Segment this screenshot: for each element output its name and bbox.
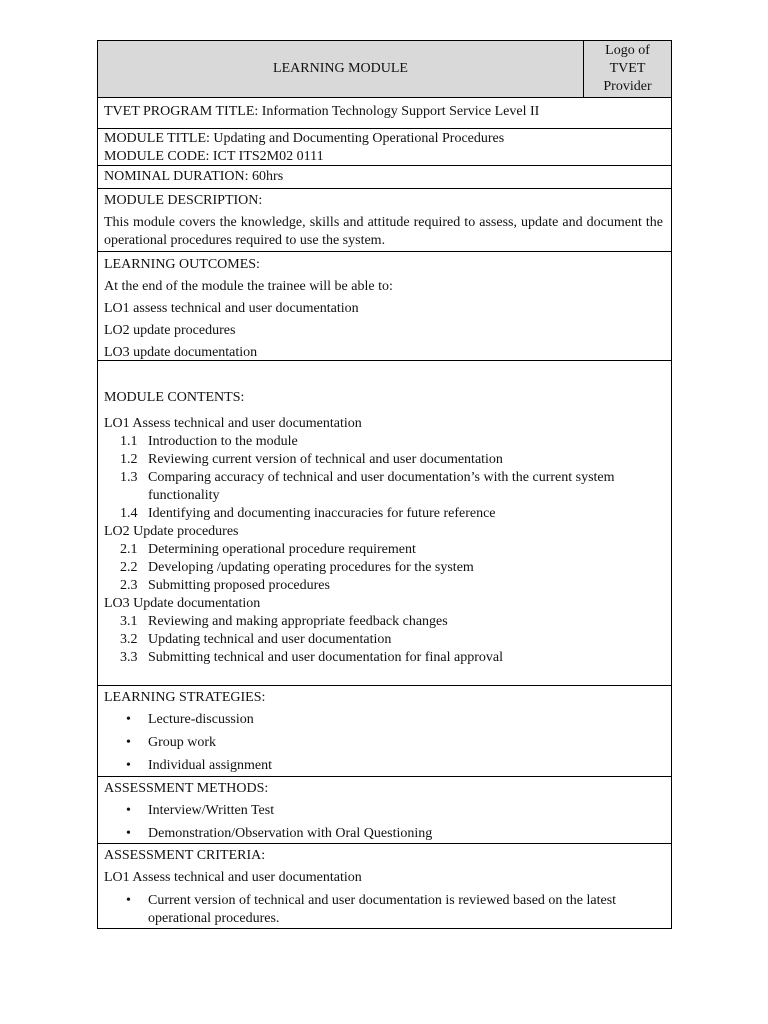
- content-item: 1.3 Comparing accuracy of technical and user documentation’s with the current system functionality: [120, 470, 615, 503]
- outcomes-row: [98, 251, 671, 360]
- content-item: 3.1 Reviewing and making appropriate feedback changes: [120, 614, 448, 629]
- assessment-criteria-heading: ASSESSMENT CRITERIA:: [104, 848, 266, 863]
- strategy-item: • Group work: [126, 735, 217, 750]
- module-heading: LEARNING MODULE: [273, 61, 408, 76]
- description-row: [98, 188, 671, 251]
- content-item: 2.3 Submitting proposed procedures: [120, 578, 330, 593]
- module-title: MODULE TITLE: Updating and Documenting Operational Procedures: [104, 131, 505, 146]
- logo-placeholder: [583, 41, 671, 97]
- module-title-row: [98, 128, 671, 165]
- learning-module-table: [97, 40, 672, 929]
- content-item: 2.2 Developing /updating operating procedures for the system: [120, 560, 474, 575]
- assessment-criteria-row: [98, 843, 671, 928]
- description-text: This module covers the knowledge, skills and attitude required to assess, update and document the operational procedures required to use the system.: [104, 215, 663, 248]
- contents-group-title: LO3 Update documentation: [104, 596, 261, 611]
- criteria-lo-title: LO1 Assess technical and user documentation: [104, 870, 362, 885]
- header-row: [98, 41, 671, 97]
- contents-row: [98, 360, 671, 685]
- logo-line: Logo of: [605, 43, 650, 58]
- logo-line: TVET: [609, 61, 646, 76]
- bullet-icon: •: [126, 803, 131, 818]
- content-item: 1.2 Reviewing current version of technical and user documentation: [120, 452, 503, 467]
- description-heading: MODULE DESCRIPTION:: [104, 193, 263, 208]
- strategy-item: • Individual assignment: [126, 758, 273, 773]
- program-title-row: [98, 97, 671, 128]
- outcome-item: LO1 assess technical and user documentation: [104, 301, 359, 316]
- contents-heading: MODULE CONTENTS:: [104, 390, 245, 405]
- assessment-method-item: • Interview/Written Test: [126, 803, 275, 818]
- content-item: 3.2 Updating technical and user documentation: [120, 632, 392, 647]
- bullet-icon: •: [126, 712, 131, 727]
- assessment-methods-row: [98, 776, 671, 843]
- bullet-icon: •: [126, 735, 131, 750]
- content-item: 1.4 Identifying and documenting inaccuracies for future reference: [120, 506, 496, 521]
- bullet-icon: •: [126, 826, 131, 841]
- module-code: MODULE CODE: ICT ITS2M02 0111: [104, 149, 324, 164]
- content-item: 2.1 Determining operational procedure requirement: [120, 542, 416, 557]
- contents-group-title: LO1 Assess technical and user documentation: [104, 416, 362, 431]
- criteria-item: • Current version of technical and user documentation is reviewed based on the latest operational procedures.: [126, 893, 617, 926]
- assessment-methods-heading: ASSESSMENT METHODS:: [104, 781, 269, 796]
- content-item: 1.1 Introduction to the module: [120, 434, 298, 449]
- logo-line: Provider: [603, 79, 652, 94]
- outcomes-intro: At the end of the module the trainee will be able to:: [104, 279, 393, 294]
- duration-row: [98, 165, 671, 188]
- outcome-item: LO3 update documentation: [104, 345, 258, 360]
- outcomes-heading: LEARNING OUTCOMES:: [104, 257, 260, 272]
- bullet-icon: •: [126, 893, 131, 908]
- strategies-heading: LEARNING STRATEGIES:: [104, 690, 266, 705]
- bullet-icon: •: [126, 758, 131, 773]
- strategies-row: [98, 685, 671, 776]
- assessment-method-item: • Demonstration/Observation with Oral Questioning: [126, 826, 433, 841]
- content-item: 3.3 Submitting technical and user documentation for final approval: [120, 650, 503, 665]
- nominal-duration: NOMINAL DURATION: 60hrs: [104, 169, 284, 184]
- outcome-item: LO2 update procedures: [104, 323, 236, 338]
- program-title: TVET PROGRAM TITLE: Information Technology Support Service Level II: [104, 104, 540, 119]
- contents-group-title: LO2 Update procedures: [104, 524, 239, 539]
- strategy-item: • Lecture-discussion: [126, 712, 254, 727]
